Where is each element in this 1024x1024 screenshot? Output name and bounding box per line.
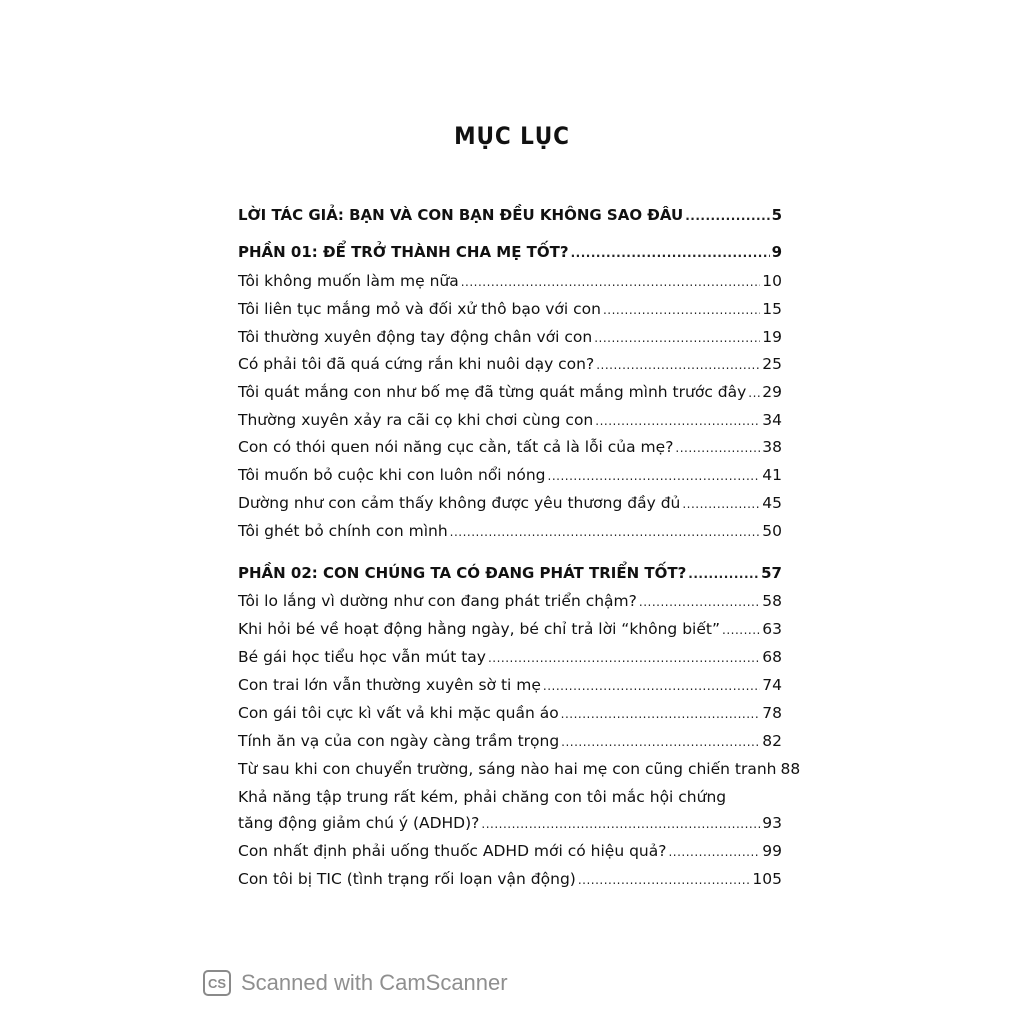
toc-entry [238, 298, 782, 321]
toc-leader-dots [561, 703, 761, 725]
toc-entry-title: Tôi liên tục mắng mỏ và đối xử thô bạo với con [238, 300, 601, 318]
toc-page-number: 63 [762, 620, 782, 638]
toc-entry [238, 381, 782, 404]
toc-entry [238, 702, 782, 725]
toc-entry-title: Tôi quát mắng con như bố mẹ đã từng quát mắng mình trước đây [238, 383, 747, 401]
toc-entry [238, 646, 782, 669]
toc-entry-title: Tôi không muốn làm mẹ nữa [238, 272, 459, 290]
toc-entry-title: Dường như con cảm thấy không được yêu thương đầy đủ [238, 494, 681, 512]
toc-entry-title: Con gái tôi cực kì vất vả khi mặc quần áo [238, 704, 559, 722]
toc-leader-dots [548, 465, 761, 487]
toc-page-number: 10 [762, 272, 782, 290]
toc-entry [238, 786, 782, 808]
toc-leader-dots [688, 563, 759, 585]
toc-entry-title: Con tôi bị TIC (tình trạng rối loạn vận động) [238, 870, 576, 888]
toc-entry [238, 520, 782, 543]
toc-entry [238, 840, 782, 863]
toc-leader-dots [488, 647, 760, 669]
toc-section-heading [238, 204, 782, 227]
toc-entry-title: Tôi lo lắng vì dường như con đang phát triển chậm? [238, 592, 637, 610]
toc-leader-dots [722, 619, 760, 641]
toc-entry [238, 464, 782, 487]
toc-page-number: 19 [762, 328, 782, 346]
scanner-watermark [203, 970, 508, 996]
toc-page-number: 34 [762, 411, 782, 429]
toc-entry-title: PHẦN 01: ĐỂ TRỞ THÀNH CHA MẸ TỐT? [238, 243, 569, 261]
toc-entry [238, 730, 782, 753]
toc-leader-dots [748, 382, 760, 404]
toc-page-number: 99 [762, 842, 782, 860]
toc-leader-dots [682, 493, 760, 515]
toc-page-number: 74 [762, 676, 782, 694]
toc-entry-title: Con nhất định phải uống thuốc ADHD mới có hiệu quả? [238, 842, 667, 860]
toc-page-number: 38 [762, 438, 782, 456]
toc-entry-title: Tôi thường xuyên động tay động chân với con [238, 328, 593, 346]
toc-leader-dots [596, 354, 760, 376]
toc-leader-dots [639, 591, 760, 613]
toc-page-number: 82 [762, 732, 782, 750]
toc-entry-title: Khi hỏi bé về hoạt động hằng ngày, bé chỉ trả lời “không biết” [238, 620, 720, 638]
toc-leader-dots [481, 813, 760, 835]
toc-entry [238, 868, 782, 891]
toc-entry-title: Có phải tôi đã quá cứng rắn khi nuôi dạy con? [238, 355, 595, 373]
toc-leader-dots [543, 675, 760, 697]
toc-page-number: 58 [762, 592, 782, 610]
page-title: MỤC LỤC [454, 122, 570, 150]
toc-page-number: 93 [762, 814, 782, 832]
toc-page-number: 15 [762, 300, 782, 318]
toc-entry [238, 353, 782, 376]
toc-section-heading [238, 562, 782, 585]
toc-page-number: 105 [752, 870, 782, 888]
toc-entry [238, 492, 782, 515]
toc-entry-title: Bé gái học tiểu học vẫn mút tay [238, 648, 486, 666]
toc-entry-title: Tôi muốn bỏ cuộc khi con luôn nổi nóng [238, 466, 546, 484]
toc-entry [238, 618, 782, 641]
toc-leader-dots [675, 437, 760, 459]
camscanner-logo-icon: CS [203, 970, 231, 996]
toc-entry-title: Tôi ghét bỏ chính con mình [238, 522, 448, 540]
toc-entry-title: Con có thói quen nói năng cục cằn, tất cả là lỗi của mẹ? [238, 438, 674, 456]
toc-page-number: 9 [771, 243, 782, 261]
toc-entry [238, 758, 801, 781]
toc-leader-dots [578, 869, 751, 891]
toc-entry-title: Con trai lớn vẫn thường xuyên sờ ti mẹ [238, 676, 541, 694]
toc-entry-title: Tính ăn vạ của con ngày càng trầm trọng [238, 732, 560, 750]
toc-entry [238, 674, 782, 697]
toc-entry-title: tăng động giảm chú ý (ADHD)? [238, 814, 480, 832]
toc-leader-dots [561, 731, 760, 753]
toc-leader-dots [594, 327, 760, 349]
toc-entry [238, 409, 782, 432]
toc-leader-dots [595, 410, 760, 432]
watermark-text: Scanned with CamScanner [241, 970, 508, 995]
toc-page-number: 5 [771, 206, 782, 224]
toc-entry-title: Từ sau khi con chuyển trường, sáng nào hai mẹ con cũng chiến tranh [238, 760, 777, 778]
toc-page-number: 50 [762, 522, 782, 540]
toc-leader-dots [668, 841, 760, 863]
toc-entry [238, 270, 782, 293]
toc-page-number: 88 [780, 760, 801, 778]
toc-page-number: 41 [762, 466, 782, 484]
toc-entry [238, 590, 782, 613]
toc-page-number: 45 [762, 494, 782, 512]
toc-entry-title: PHẦN 02: CON CHÚNG TA CÓ ĐANG PHÁT TRIỂN TỐT? [238, 564, 687, 582]
toc-entry [238, 812, 782, 835]
toc-page-number: 78 [762, 704, 782, 722]
toc-entry [238, 326, 782, 349]
toc-entry-title: Khả năng tập trung rất kém, phải chăng con tôi mắc hội chứng [238, 788, 727, 806]
toc-page-number: 68 [762, 648, 782, 666]
toc-page-number: 57 [761, 564, 782, 582]
toc-entry-title: Thường xuyên xảy ra cãi cọ khi chơi cùng con [238, 411, 594, 429]
toc-entry-title: LỜI TÁC GIẢ: BẠN VÀ CON BẠN ĐỀU KHÔNG SAO ĐÂU [238, 206, 684, 224]
toc-entry [238, 436, 782, 459]
toc-leader-dots [450, 521, 761, 543]
toc-leader-dots [461, 271, 761, 293]
toc-leader-dots [685, 205, 769, 227]
toc-section-heading [238, 241, 782, 264]
toc-page-number: 25 [762, 355, 782, 373]
toc-page-number: 29 [762, 383, 782, 401]
toc-leader-dots [571, 242, 770, 264]
toc-leader-dots [603, 299, 760, 321]
